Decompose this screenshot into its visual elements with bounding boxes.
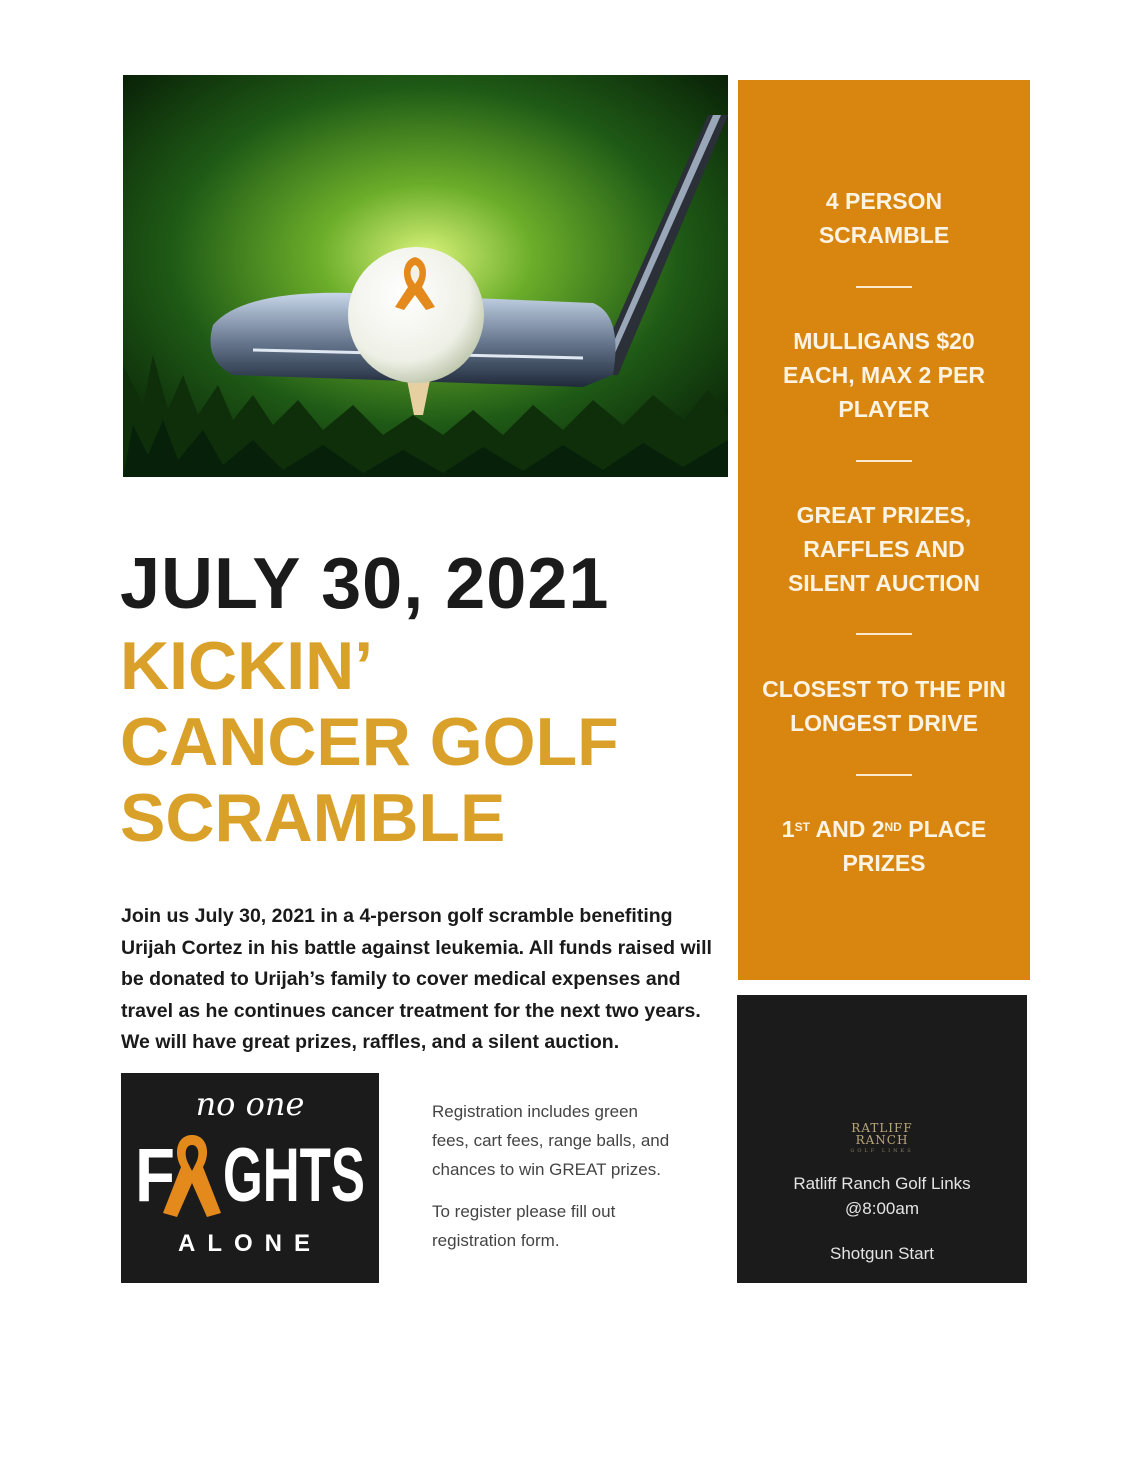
second-place-suffix: ND [884,820,902,834]
feature-prizes [738,498,1030,600]
and-text: AND [809,816,872,842]
registration-info [432,1097,732,1255]
event-description [121,901,731,1059]
feature-line: LONGEST DRIVE [790,710,978,736]
place-text: PLACE [901,816,987,842]
features-sidebar [738,80,1030,980]
feature-place-prizes [738,812,1030,880]
title-line: KICKIN’ [120,628,374,704]
divider [856,774,912,776]
description-line: We will have great prizes, raffles, and a silent auction. [121,1031,620,1053]
logo-line: RATLIFF [851,1121,913,1135]
registration-includes [432,1097,732,1184]
feature-line: EACH, MAX 2 PER [783,362,985,388]
first-place-number: 1 [781,816,795,842]
registration-line: registration form. [432,1231,560,1250]
divider [856,460,912,462]
feature-line: PRIZES [842,850,926,876]
event-title [120,628,619,856]
description-line: Join us July 30, 2021 in a 4-person golf scramble benefiting [121,905,673,927]
feature-line: GREAT PRIZES, [796,502,972,528]
title-line: SCRAMBLE [120,780,506,856]
ratliff-ranch-logo [737,1122,1027,1156]
logo-line: RANCH [855,1133,909,1147]
registration-line: To register please fill out [432,1202,616,1221]
logo-tagline: GOLF LINKS [850,1148,914,1154]
divider [856,633,912,635]
description-line: be donated to Urijah’s family to cover medical expenses and [121,968,681,990]
title-line: CANCER GOLF [120,704,619,780]
registration-line: Registration includes green [432,1102,639,1121]
no-one-fights-alone-logo [121,1073,379,1283]
venue-box [737,995,1027,1283]
logo-f: F [135,1133,175,1218]
start-time: @8:00am [845,1199,919,1218]
feature-line [738,812,1030,846]
divider [856,286,912,288]
feature-scramble [738,184,1030,252]
feature-line: CLOSEST TO THE PIN [762,676,1006,702]
description-line: Urijah Cortez in his battle against leukemia. All funds raised will [121,936,712,959]
feature-line: MULLIGANS $20 [793,328,975,354]
logo-ghts: GHTS [223,1133,365,1218]
first-place-suffix: ST [794,820,810,834]
feature-line: SCRAMBLE [818,222,950,248]
logo-top-text: no one [195,1085,305,1123]
registration-line: chances to win GREAT prizes. [432,1160,661,1179]
start-type: Shotgun Start [830,1244,934,1263]
event-date: JULY 30, 2021 [120,544,610,624]
logo-bottom-text: ALONE [178,1230,322,1257]
feature-contests [738,672,1030,740]
feature-line: PLAYER [838,396,930,422]
golf-ball-photo [123,75,728,477]
feature-line: SILENT AUCTION [787,570,981,596]
second-place-number: 2 [871,816,885,842]
registration-line: fees, cart fees, range balls, and [432,1131,670,1150]
feature-line: 4 PERSON [825,188,943,214]
feature-line: RAFFLES AND [803,536,965,562]
venue-name: Ratliff Ranch Golf Links [793,1174,971,1193]
registration-instructions [432,1197,732,1255]
description-line: travel as he continues cancer treatment for the next two years. [121,999,701,1022]
feature-mulligans [738,324,1030,426]
